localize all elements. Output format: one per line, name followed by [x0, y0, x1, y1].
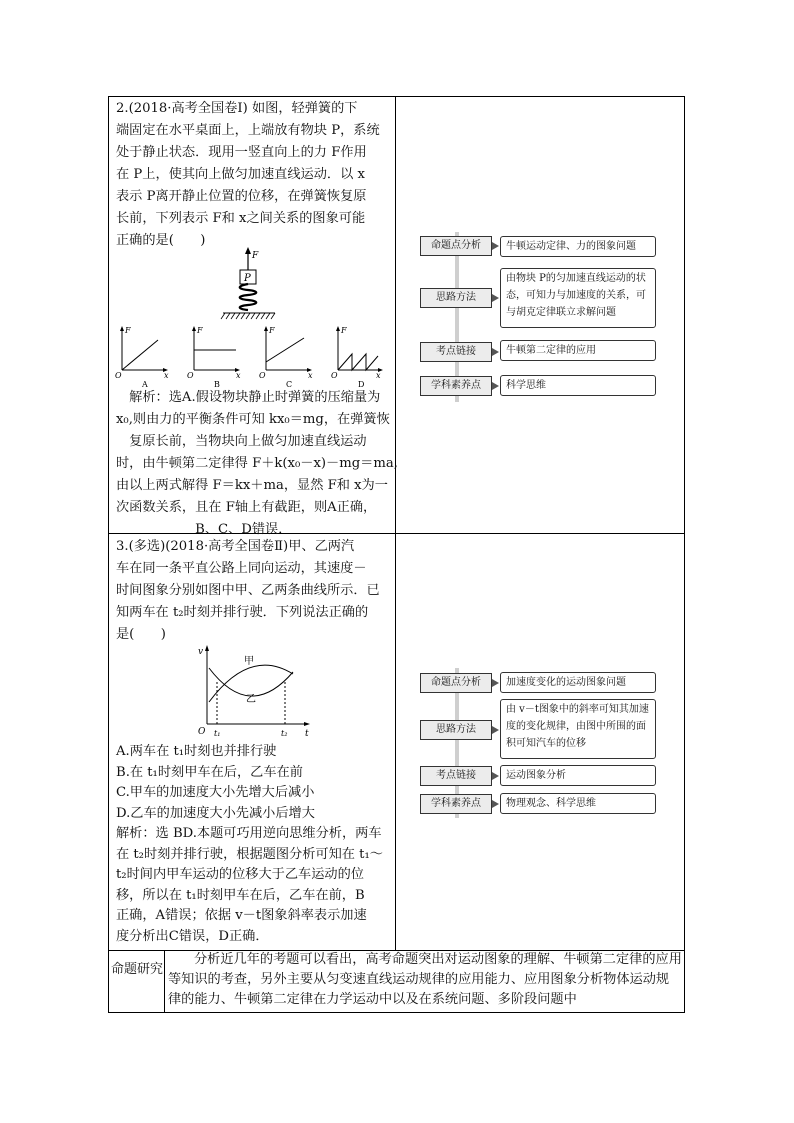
curve-yi: [209, 668, 293, 696]
option-line: D.乙车的加速度大小先减小后增大: [116, 805, 315, 821]
t1-label: t₁: [214, 729, 221, 738]
side-label: 学科素养点: [420, 794, 492, 814]
side-label: 思路方法: [420, 288, 492, 308]
q2-side-panel: [420, 236, 660, 406]
option-letter: D: [358, 380, 365, 389]
axis-x-label: x: [376, 371, 381, 380]
q3-options: [116, 742, 398, 947]
axis-f-label: F: [269, 326, 275, 335]
axis-f-label: F: [341, 326, 347, 335]
t2-label: t₂: [281, 729, 288, 738]
side-label: 考点链接: [420, 342, 492, 362]
side-label: 学科素养点: [420, 376, 492, 396]
q2-line: 正确的是( ): [116, 233, 206, 248]
analysis-line: 正确，A错误；依据 v－t图象斜率表示加速: [116, 908, 367, 923]
q2-line: 处于静止状态．现用一竖直向上的力 F作用: [116, 145, 367, 160]
analysis-line: 在 t₂时刻并排行驶，根据题图分析可知在 t₁～: [116, 846, 383, 862]
origin-label: O: [198, 727, 206, 737]
analysis-line: 度分析出C错误，D正确．: [116, 928, 269, 944]
side-label: 命题点分析: [420, 236, 492, 256]
option-line: B.在 t₁时刻甲车在后，乙车在前: [116, 764, 303, 780]
side-label: 思路方法: [420, 720, 492, 740]
jia-label: 甲: [244, 656, 254, 667]
q2-stem: [116, 98, 398, 252]
q2-line: 表示 P离开静止位置的位移，在弹簧恢复原: [116, 189, 367, 204]
axis-x-label: x: [236, 371, 241, 380]
graph-b: [187, 326, 241, 389]
side-text: 加速度变化的运动图象问题: [500, 672, 656, 693]
q3-line: 时间图象分别如图中甲、乙两条曲线所示．已: [116, 583, 380, 598]
q3-line: 是( ): [116, 627, 166, 642]
q3-side-panel: [420, 672, 660, 822]
spring-diagram: [215, 246, 285, 326]
q2-line: 2.(2018·高考全国卷Ⅰ) 如图，轻弹簧的下: [116, 101, 358, 116]
analysis-line: 移，所以在 t₁时刻甲车在后，乙车在前，B: [116, 887, 365, 903]
q3-stem: [116, 536, 398, 646]
origin-label: O: [187, 371, 194, 380]
origin-label: O: [259, 371, 266, 380]
option-letter: C: [286, 380, 293, 389]
side-text: 由物块 P的匀加速直线运动的状态，可知力与加速度的关系，可与胡克定律联立求解问题: [500, 268, 656, 328]
q2-line: 端固定在水平桌面上，上端放有物块 P，系统: [116, 123, 380, 138]
option-graphs: [114, 324, 384, 392]
axis-x-label: x: [164, 371, 169, 380]
analysis-line: 时，由牛顿第二定律得 F＋k(x₀－x)－mg＝ma,: [116, 456, 398, 471]
q3-line: 3.(多选)(2018·高考全国卷Ⅱ)甲、乙两汽: [116, 539, 355, 554]
origin-label: O: [331, 371, 338, 380]
side-label: 考点链接: [420, 766, 492, 786]
analysis-line: 复原长前，当物块向上做匀加速直线运动: [116, 434, 367, 449]
analysis-line: 解析：选 BD.本题可巧用逆向思维分析，两车: [116, 826, 382, 841]
q2-line: 在 P上，使其向上做匀加速直线运动．以 x: [116, 167, 365, 182]
q3-line: 车在同一条平直公路上同向运动，其速度－: [116, 561, 367, 576]
analysis-line: 解析：选A.假设物块静止时弹簧的压缩量为: [116, 390, 381, 405]
side-text: 由 v－t图象中的斜率可知其加速度的变化规律，由图中所围的面积可知汽车的位移: [500, 699, 656, 759]
side-text: 物理观念、科学思维: [500, 793, 656, 814]
axis-v-label: v: [198, 647, 204, 657]
graph-d: [331, 326, 383, 389]
axis-t-label: t: [305, 729, 309, 739]
option-line: A.两车在 t₁时刻也并排行驶: [116, 744, 277, 759]
graph-c: [259, 326, 313, 389]
axis-f-label: F: [125, 326, 131, 335]
option-letter: B: [214, 380, 220, 389]
analysis-line: x₀,则由力的平衡条件可知 kx₀＝mg，在弹簧恢: [116, 412, 390, 427]
side-text: 牛顿运动定律、力的图象问题: [500, 236, 656, 257]
origin-label: O: [115, 371, 122, 380]
force-label: F: [252, 251, 259, 261]
research-text: 分析近几年的考题可以看出，高考命题突出对运动图象的理解、牛顿第二定律的应用等知识的考查，另外主要从匀变速直线运动规律的应用能力、应用图象分析物体运动规律的能力、牛顿第二定律在力学运动中以及在系统问题、多阶段问题中: [168, 952, 682, 1007]
research-label: 命题研究: [110, 962, 163, 977]
option-line: C.甲车的加速度大小先增大后减小: [116, 785, 315, 800]
analysis-line: t₂时间内甲车运动的位移大于乙车运动的位: [116, 867, 364, 882]
graph-a: [115, 326, 169, 389]
side-label: 命题点分析: [420, 673, 492, 693]
option-letter: A: [142, 380, 148, 389]
axis-f-label: F: [197, 326, 203, 335]
side-text: 牛顿第二定律的应用: [500, 340, 656, 361]
q3-line: 知两车在 t₂时刻并排行驶．下列说法正确的: [116, 605, 369, 620]
block-label: P: [244, 273, 251, 284]
side-text: 科学思维: [500, 375, 656, 396]
q2-analysis: [116, 387, 398, 541]
analysis-line: 由以上两式解得 F＝kx＋ma，显然 F和 x为一: [116, 478, 388, 493]
axis-x-label: x: [308, 371, 313, 380]
q2-line: 长前，下列表示 F和 x之间关系的图象可能: [116, 211, 366, 226]
yi-label: 乙: [246, 694, 256, 705]
analysis-line: B、C、D错误．: [116, 522, 292, 537]
vt-graph: [195, 642, 315, 742]
side-text: 运动图象分析: [500, 765, 656, 786]
analysis-line: 次函数关系，且在 F轴上有截距，则A正确，: [116, 500, 377, 515]
